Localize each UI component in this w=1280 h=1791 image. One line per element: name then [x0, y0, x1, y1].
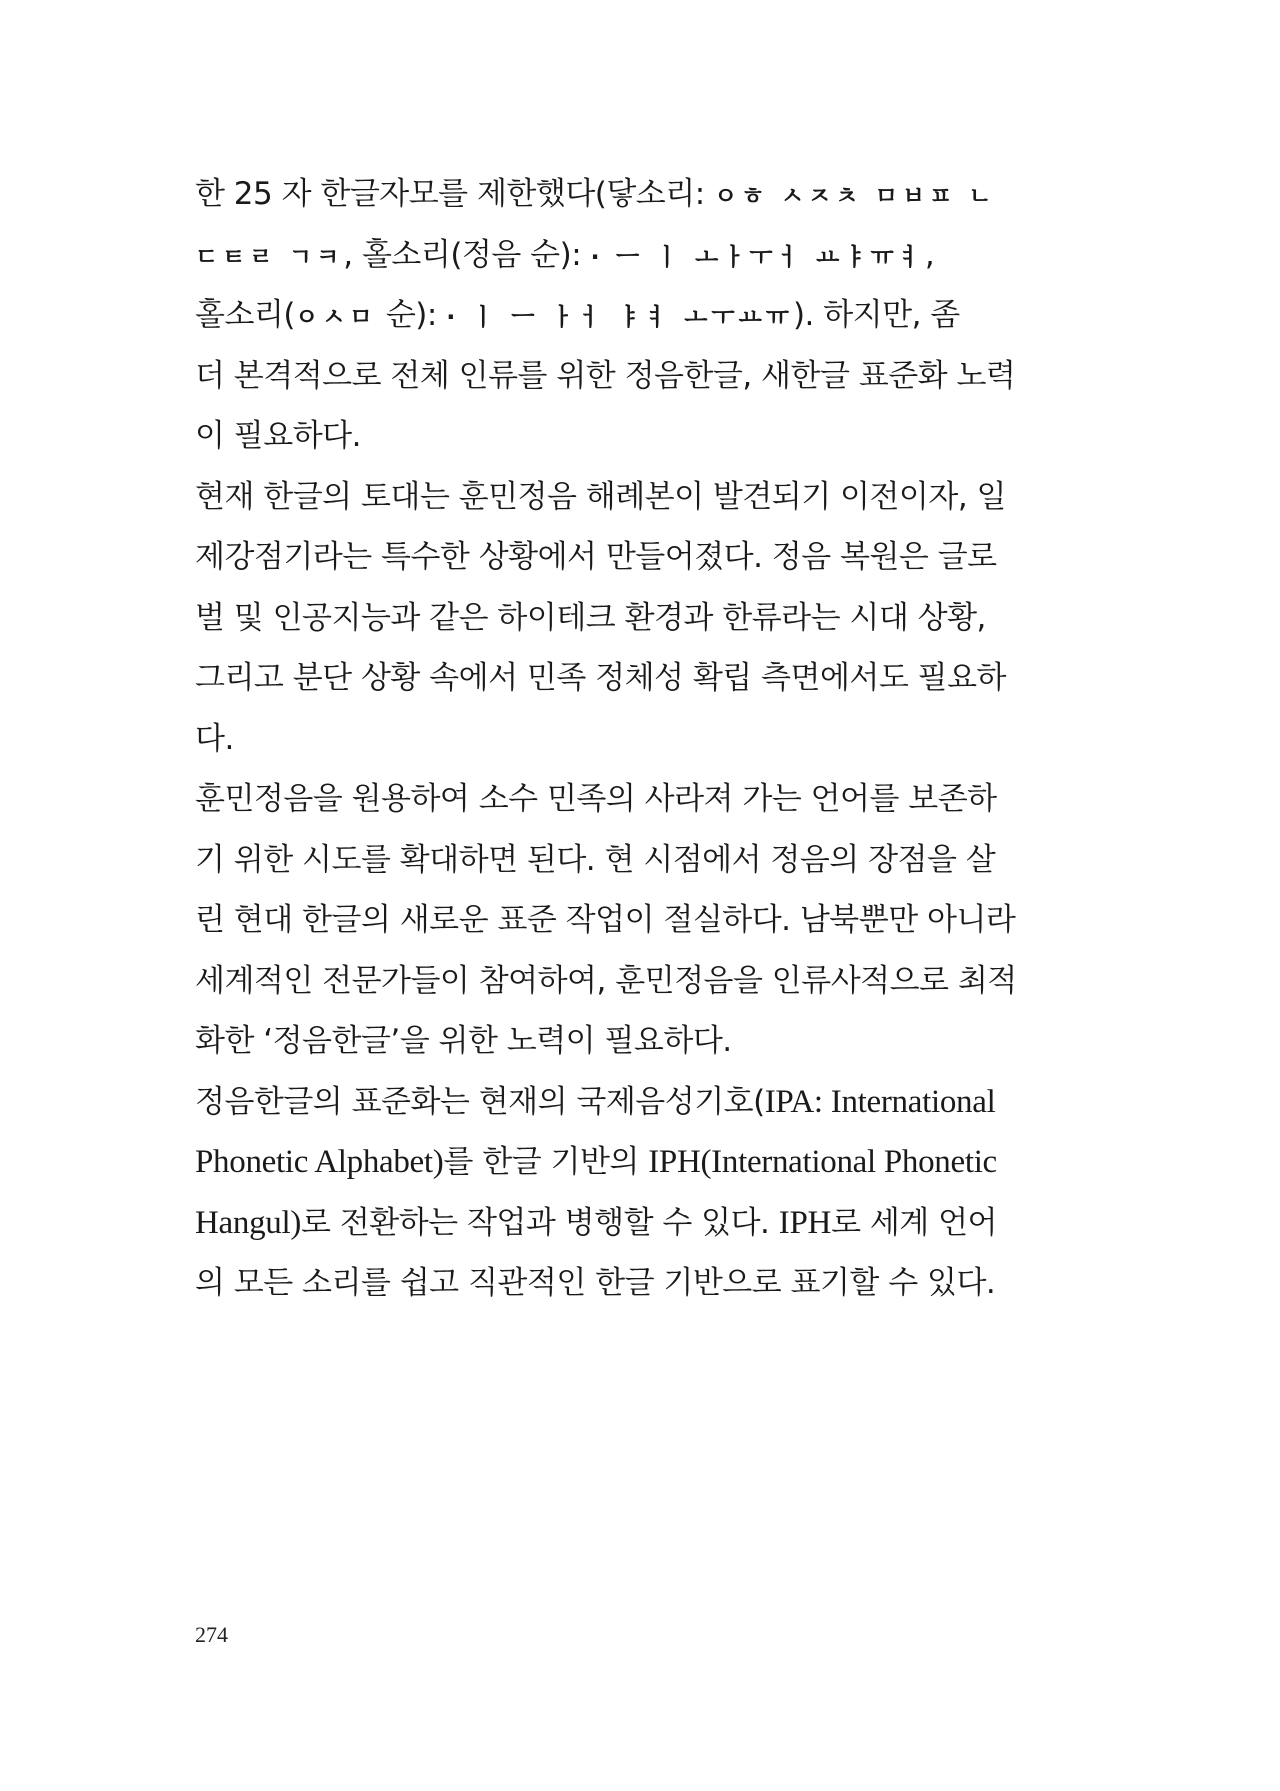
- text-segment: 더 본격적으로 전체 인류를 위한 정음한글, 새한글 표준화 노력: [195, 357, 1016, 394]
- text-segment: 의 모든 소리를 쉽고 직관적인 한글 기반으로 표기할 수 있다.: [195, 1265, 996, 1301]
- text-line: [195, 830, 1115, 891]
- text-line: [195, 527, 1115, 588]
- text-line: [195, 164, 1115, 225]
- text-line: [195, 709, 1115, 770]
- text-line: [195, 1072, 1115, 1133]
- text-segment: 린 현대 한글의 새로운 표준 작업이 절실하다. 남북뿐만 아니라: [195, 902, 1016, 938]
- text-segment: 한 25 자 한글자모를 제한했다(닿소리:: [195, 176, 714, 212]
- text-segment: , 홀소리(정음 순):: [343, 236, 591, 273]
- text-segment: 제강점기라는 특수한 상황에서 만들어졌다. 정음 복원은 글로: [195, 539, 997, 575]
- text-line: [195, 890, 1115, 951]
- text-line: [195, 467, 1115, 528]
- text-segment: 순):: [376, 297, 447, 333]
- text-segment: 로 전환하는 작업과 병행할 수 있다.: [301, 1204, 779, 1241]
- text-segment: 이 필요하다.: [195, 418, 361, 454]
- text-line: [195, 346, 1115, 407]
- body-text: [195, 164, 1115, 1314]
- text-line: [195, 1132, 1115, 1193]
- text-line: [195, 1253, 1115, 1314]
- jamo-glyphs: ㄷㅌㄹ ㄱㅋ: [195, 242, 344, 271]
- jamo-glyphs: · ㅡ ㅣ ㅗㅏㅜㅓ ㅛㅑㅠㅕ: [590, 242, 925, 271]
- text-segment: 를 한글 기반의: [443, 1144, 649, 1180]
- text-segment: 세계적인 전문가들이 참여하여, 훈민정음을 인류사적으로 최적: [195, 962, 1017, 999]
- text-line: [195, 951, 1115, 1012]
- text-segment: Phonetic Alphabet): [195, 1144, 444, 1180]
- text-segment: 화한 ‘정음한글’을 위한 노력이 필요하다.: [195, 1023, 732, 1059]
- text-segment: 다.: [195, 720, 234, 757]
- text-line: [195, 406, 1115, 467]
- text-segment: 기 위한 시도를 확대하면 된다. 현 시점에서 정음의 장점을 살: [195, 841, 996, 878]
- text-segment: IPA: International: [764, 1083, 996, 1120]
- jamo-glyphs: ㅇㅅㅁ: [294, 303, 377, 331]
- text-segment: 현재 한글의 토대는 훈민정음 해례본이 발견되기 이전이자, 일: [195, 478, 1006, 515]
- text-segment: 로 세계 언어: [831, 1204, 998, 1241]
- text-segment: Hangul): [195, 1204, 302, 1241]
- text-segment: ). 하지만, 좀: [792, 297, 960, 333]
- text-segment: 벌 및 인공지능과 같은 하이테크 환경과 한류라는 시대 상황,: [195, 599, 986, 636]
- text-line: [195, 648, 1115, 709]
- text-line: [195, 1011, 1115, 1072]
- text-line: [195, 225, 1115, 286]
- jamo-glyphs: · ㅣ ㅡ ㅏㅓ ㅑㅕ ㅗㅜㅛㅠ: [446, 303, 793, 331]
- text-line: [195, 285, 1115, 346]
- text-line: [195, 1193, 1115, 1254]
- page-number: 274: [195, 1622, 228, 1647]
- text-line: [195, 588, 1115, 649]
- text-segment: IPH: [778, 1204, 832, 1241]
- text-segment: ,: [924, 236, 935, 273]
- text-segment: 홀소리(: [195, 297, 295, 333]
- text-segment: 그리고 분단 상황 속에서 민족 정체성 확립 측면에서도 필요하: [195, 660, 1006, 696]
- text-line: [195, 769, 1115, 830]
- text-segment: 정음한글의 표준화는 현재의 국제음성기호(: [195, 1083, 765, 1120]
- text-segment: 훈민정음을 원용하여 소수 민족의 사라져 가는 언어를 보존하: [195, 781, 997, 817]
- text-segment: IPH(International Phonetic: [648, 1144, 997, 1180]
- jamo-glyphs: ㅇㅎ ㅅㅈㅊ ㅁㅂㅍ ㄴ: [714, 182, 996, 210]
